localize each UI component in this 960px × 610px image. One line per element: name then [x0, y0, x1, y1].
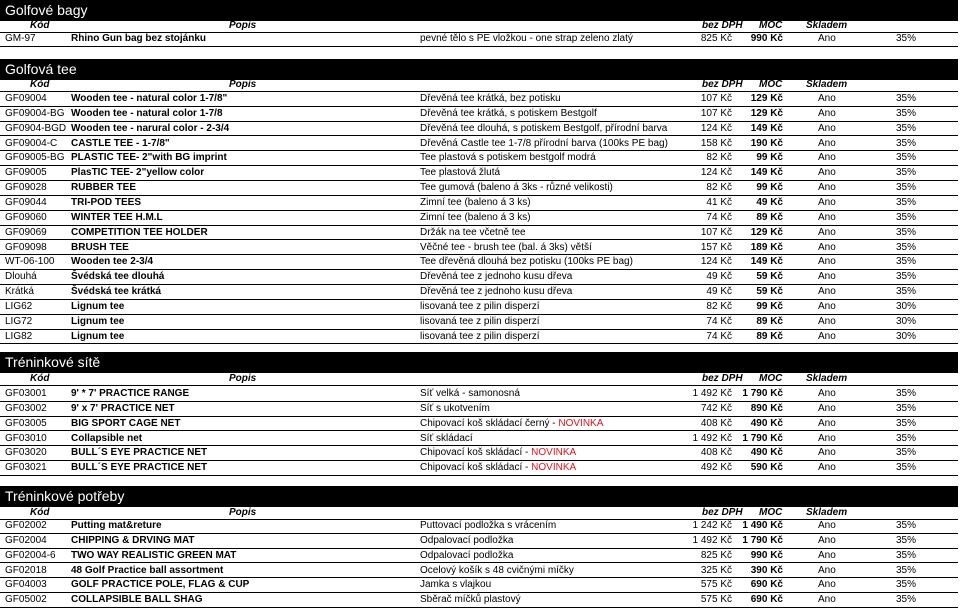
header-moc: MOC	[759, 20, 783, 31]
product-name: PLASTIC TEE- 2"with BG imprint	[71, 152, 227, 164]
discount-percent: 35%	[895, 462, 916, 474]
description-text: lisovaná tee z pilin disperzí	[420, 330, 540, 342]
header-popis: Popis	[229, 79, 257, 90]
stock-status: Ano	[818, 564, 836, 576]
table-row	[0, 225, 958, 241]
price-without-vat: 575 Kč	[700, 579, 732, 591]
product-code: GF09004-BG	[5, 107, 65, 119]
discount-percent: 35%	[895, 241, 916, 253]
retail-price: 59 Kč	[756, 286, 783, 298]
stock-status: Ano	[818, 196, 836, 208]
discount-percent: 35%	[895, 93, 916, 104]
product-name: BRUSH TEE	[71, 241, 129, 253]
stock-status: Ano	[818, 432, 836, 444]
product-code: WT-06-100	[5, 256, 55, 268]
price-without-vat: 1 492 Kč	[692, 388, 732, 399]
price-without-vat: 49 Kč	[706, 271, 732, 283]
table-row	[0, 329, 958, 345]
description-text: Síť s ukotvením	[420, 402, 490, 414]
product-name: PlasTIC TEE- 2"yellow color	[71, 167, 205, 179]
table-row	[0, 563, 958, 579]
retail-price: 59 Kč	[756, 271, 783, 283]
product-description	[420, 180, 613, 195]
price-without-vat: 158 Kč	[700, 137, 732, 149]
product-code: GF05002	[5, 594, 47, 606]
retail-price: 129 Kč	[750, 107, 783, 119]
product-name: WINTER TEE H.M.L	[71, 211, 163, 223]
table-row	[0, 136, 958, 152]
stock-status: Ano	[818, 33, 836, 44]
discount-percent: 35%	[895, 520, 916, 531]
product-code: GF02004	[5, 534, 47, 546]
discount-percent: 35%	[895, 417, 916, 429]
discount-percent: 35%	[895, 286, 916, 298]
price-without-vat: 107 Kč	[700, 107, 732, 119]
product-code: GF04003	[5, 579, 47, 591]
product-name: Lignum tee	[71, 300, 125, 312]
header-dph: bez DPH	[702, 20, 743, 31]
description-text: Chipovací koš skládací černý -	[420, 417, 559, 429]
stock-status: Ano	[818, 241, 836, 253]
table-row	[0, 210, 958, 226]
price-without-vat: 41 Kč	[706, 196, 732, 208]
retail-price: 490 Kč	[750, 417, 783, 429]
retail-price: 99 Kč	[756, 300, 783, 312]
description-text: Sběrač míčků plastový	[420, 594, 521, 606]
novinka-label: NOVINKA	[531, 447, 577, 459]
stock-status: Ano	[818, 107, 836, 119]
product-name: COMPETITION TEE HOLDER	[71, 226, 208, 238]
product-name: RUBBER TEE	[71, 182, 137, 194]
product-name: BULL´S EYE PRACTICE NET	[71, 462, 208, 474]
price-without-vat: 825 Kč	[700, 549, 732, 561]
table-row	[0, 431, 958, 447]
section-title: Golfové bagy	[0, 0, 958, 21]
discount-percent: 35%	[895, 564, 916, 576]
table-row	[0, 121, 958, 137]
product-description	[420, 225, 526, 240]
stock-status: Ano	[818, 520, 836, 531]
product-code: Dlouhá	[5, 271, 37, 283]
description-text: Síť velká - samonosná	[420, 388, 520, 399]
table-row	[0, 533, 958, 549]
product-code: GF09004-C	[5, 137, 58, 149]
product-description	[420, 150, 596, 165]
discount-percent: 35%	[895, 182, 916, 194]
discount-percent: 35%	[895, 549, 916, 561]
header-sklad: Skladem	[806, 79, 848, 90]
product-description	[420, 31, 633, 46]
product-name: CASTLE TEE - 1-7/8"	[71, 137, 170, 149]
price-without-vat: 124 Kč	[700, 122, 732, 134]
stock-status: Ano	[818, 271, 836, 283]
product-description	[420, 416, 603, 431]
product-code: GF09060	[5, 211, 47, 223]
description-text: Věčné tee - brush tee (bal. á 3ks) větší	[420, 241, 592, 253]
table-row	[0, 284, 958, 300]
table-row	[0, 195, 958, 211]
retail-price: 690 Kč	[750, 594, 783, 606]
discount-percent: 35%	[895, 256, 916, 268]
retail-price: 1 490 Kč	[742, 520, 783, 531]
product-description	[420, 314, 540, 329]
product-code: GF03005	[5, 417, 47, 429]
stock-status: Ano	[818, 152, 836, 164]
product-name: Collapsible net	[71, 432, 143, 444]
product-description	[420, 121, 667, 136]
product-code: LIG82	[5, 330, 33, 342]
discount-percent: 30%	[895, 300, 916, 312]
column-header	[0, 373, 958, 386]
price-without-vat: 82 Kč	[706, 182, 732, 194]
table-row	[0, 180, 958, 196]
product-description	[420, 386, 520, 401]
stock-status: Ano	[818, 579, 836, 591]
description-text: pevné tělo s PE vložkou - one strap zeleno zlatý	[420, 33, 633, 44]
product-name: Wooden tee 2-3/4	[71, 256, 154, 268]
retail-price: 89 Kč	[756, 315, 783, 327]
header-sklad: Skladem	[806, 20, 848, 31]
product-name: 9' * 7' PRACTICE RANGE	[71, 388, 190, 399]
retail-price: 89 Kč	[756, 211, 783, 223]
table-row	[0, 314, 958, 330]
retail-price: 149 Kč	[750, 122, 783, 134]
product-description	[420, 284, 572, 299]
stock-status: Ano	[818, 315, 836, 327]
table-row	[0, 416, 958, 432]
price-without-vat: 575 Kč	[700, 594, 732, 606]
product-code: GM-97	[5, 33, 36, 44]
product-description	[420, 106, 597, 121]
section-title: Tréninkové sítě	[0, 352, 958, 373]
retail-price: 590 Kč	[750, 462, 783, 474]
description-text: Zimní tee (baleno á 3 ks)	[420, 196, 531, 208]
price-without-vat: 74 Kč	[706, 211, 732, 223]
price-without-vat: 1 492 Kč	[692, 432, 732, 444]
discount-percent: 35%	[895, 594, 916, 606]
product-name: BIG SPORT CAGE NET	[71, 417, 181, 429]
description-text: Ocelový košík s 48 cvičnými míčky	[420, 564, 574, 576]
discount-percent: 35%	[895, 579, 916, 591]
table-row	[0, 445, 958, 461]
product-description	[420, 254, 633, 269]
description-text: Tee gumová (baleno á 3ks - různé velikosti)	[420, 182, 613, 194]
product-code: GF02002	[5, 520, 47, 531]
stock-status: Ano	[818, 226, 836, 238]
description-text: Odpalovací podložka	[420, 534, 514, 546]
product-code: LIG72	[5, 315, 33, 327]
header-popis: Popis	[229, 507, 257, 518]
product-code: GF03021	[5, 462, 47, 474]
product-name: COLLAPSIBLE BALL SHAG	[71, 594, 203, 606]
product-description	[420, 269, 572, 284]
discount-percent: 35%	[895, 388, 916, 399]
retail-price: 49 Kč	[756, 196, 783, 208]
header-popis: Popis	[229, 373, 257, 384]
novinka-label: NOVINKA	[558, 417, 604, 429]
product-code: GF03020	[5, 447, 47, 459]
stock-status: Ano	[818, 93, 836, 104]
retail-price: 390 Kč	[750, 564, 783, 576]
discount-percent: 30%	[895, 330, 916, 342]
product-code: Krátká	[5, 286, 34, 298]
product-description	[420, 91, 561, 106]
price-without-vat: 82 Kč	[706, 300, 732, 312]
table-row	[0, 299, 958, 315]
product-description	[420, 401, 490, 416]
discount-percent: 35%	[895, 447, 916, 459]
table-row	[0, 401, 958, 417]
header-moc: MOC	[759, 507, 783, 518]
product-code: LIG62	[5, 300, 33, 312]
retail-price: 890 Kč	[750, 402, 783, 414]
retail-price: 1 790 Kč	[742, 388, 783, 399]
description-text: Dřevěná tee krátká, s potiskem Bestgolf	[420, 107, 597, 119]
table-row	[0, 460, 958, 476]
product-description	[420, 240, 592, 255]
discount-percent: 35%	[895, 167, 916, 179]
description-text: Držák na tee včetně tee	[420, 226, 526, 238]
discount-percent: 35%	[895, 122, 916, 134]
price-without-vat: 1 242 Kč	[692, 520, 732, 531]
description-text: Tee plastová s potiskem bestgolf modrá	[420, 152, 596, 164]
product-name: Wooden tee - natural color 1-7/8	[71, 107, 223, 119]
description-text: Dřevěná tee z jednoho kusu dřeva	[420, 286, 573, 298]
retail-price: 690 Kč	[750, 579, 783, 591]
description-text: Síť skládací	[420, 432, 473, 444]
table-row	[0, 386, 958, 402]
discount-percent: 35%	[895, 196, 916, 208]
stock-status: Ano	[818, 182, 836, 194]
product-code: GF03002	[5, 402, 47, 414]
header-kod: Kód	[30, 79, 50, 90]
retail-price: 149 Kč	[750, 256, 783, 268]
table-row	[0, 269, 958, 285]
table-row	[0, 165, 958, 181]
table-row	[0, 91, 958, 107]
product-code: GF03001	[5, 388, 47, 399]
description-text: lisovaná tee z pilin disperzí	[420, 315, 540, 327]
price-without-vat: 74 Kč	[706, 315, 732, 327]
retail-price: 990 Kč	[750, 549, 783, 561]
discount-percent: 30%	[895, 315, 916, 327]
product-code: GF09004	[5, 93, 47, 104]
product-description	[420, 533, 513, 548]
product-name: Wooden tee - narural color - 2-3/4	[71, 122, 230, 134]
stock-status: Ano	[818, 447, 836, 459]
table-row	[0, 592, 958, 608]
price-without-vat: 49 Kč	[706, 286, 732, 298]
description-text: Zimní tee (baleno á 3 ks)	[420, 211, 531, 223]
retail-price: 129 Kč	[750, 226, 783, 238]
price-without-vat: 1 492 Kč	[692, 534, 732, 546]
retail-price: 490 Kč	[750, 447, 783, 459]
discount-percent: 35%	[895, 33, 916, 44]
product-code: GF03010	[5, 432, 47, 444]
table-row	[0, 106, 958, 122]
product-description	[420, 210, 531, 225]
product-name: Lignum tee	[71, 330, 125, 342]
section-title: Golfová tee	[0, 59, 958, 80]
product-description	[420, 299, 540, 314]
product-code: GF09098	[5, 241, 47, 253]
product-description	[420, 329, 540, 344]
discount-percent: 35%	[895, 271, 916, 283]
product-description	[420, 195, 531, 210]
stock-status: Ano	[818, 534, 836, 546]
product-name: 48 Golf Practice ball assortment	[71, 564, 224, 576]
discount-percent: 35%	[895, 402, 916, 414]
product-code: GF09005	[5, 167, 47, 179]
price-without-vat: 408 Kč	[700, 417, 732, 429]
discount-percent: 35%	[895, 152, 916, 164]
retail-price: 1 790 Kč	[742, 534, 783, 546]
product-description	[420, 136, 668, 151]
product-name: TRI-POD TEES	[71, 196, 142, 208]
stock-status: Ano	[818, 300, 836, 312]
product-description	[420, 445, 576, 460]
retail-price: 129 Kč	[750, 93, 783, 104]
product-code: GF09028	[5, 182, 47, 194]
retail-price: 149 Kč	[750, 167, 783, 179]
description-text: Chipovací koš skládací -	[420, 447, 532, 459]
product-description	[420, 577, 491, 592]
product-description	[420, 460, 576, 475]
product-name: 9' x 7' PRACTICE NET	[71, 402, 175, 414]
stock-status: Ano	[818, 286, 836, 298]
retail-price: 99 Kč	[756, 152, 783, 164]
table-row	[0, 31, 958, 47]
price-without-vat: 492 Kč	[700, 462, 732, 474]
price-without-vat: 107 Kč	[700, 93, 732, 104]
header-dph: bez DPH	[702, 79, 743, 90]
product-name: Lignum tee	[71, 315, 125, 327]
stock-status: Ano	[818, 256, 836, 268]
header-kod: Kód	[30, 373, 50, 384]
discount-percent: 35%	[895, 534, 916, 546]
product-description	[420, 431, 473, 446]
stock-status: Ano	[818, 417, 836, 429]
product-name: GOLF PRACTICE POLE, FLAG & CUP	[71, 579, 250, 591]
stock-status: Ano	[818, 594, 836, 606]
table-row	[0, 518, 958, 534]
stock-status: Ano	[818, 122, 836, 134]
product-description	[420, 518, 556, 533]
header-dph: bez DPH	[702, 507, 743, 518]
price-without-vat: 124 Kč	[700, 167, 732, 179]
price-without-vat: 107 Kč	[700, 226, 732, 238]
product-name: Wooden tee - natural color 1-7/8"	[71, 93, 228, 104]
table-row	[0, 577, 958, 593]
stock-status: Ano	[818, 549, 836, 561]
header-kod: Kód	[30, 507, 50, 518]
price-without-vat: 408 Kč	[700, 447, 732, 459]
table-row	[0, 254, 958, 270]
description-text: Dřevěná tee dlouhá, s potiskem Bestgolf, přírodní barva	[420, 122, 668, 134]
stock-status: Ano	[818, 402, 836, 414]
description-text: Dřevěná Castle tee 1-7/8 přírodní barva (100ks PE bag)	[420, 137, 668, 149]
discount-percent: 35%	[895, 226, 916, 238]
product-description	[420, 563, 574, 578]
product-code: GF09005-BG	[5, 152, 65, 164]
discount-percent: 35%	[895, 137, 916, 149]
retail-price: 1 790 Kč	[742, 432, 783, 444]
description-text: Odpalovací podložka	[420, 549, 514, 561]
product-name: TWO WAY REALISTIC GREEN MAT	[71, 549, 237, 561]
price-without-vat: 157 Kč	[700, 241, 732, 253]
retail-price: 990 Kč	[750, 33, 783, 44]
stock-status: Ano	[818, 462, 836, 474]
header-dph: bez DPH	[702, 373, 743, 384]
table-row	[0, 240, 958, 256]
header-moc: MOC	[759, 79, 783, 90]
product-code: GF0904-BGD	[5, 122, 67, 134]
price-without-vat: 74 Kč	[706, 330, 732, 342]
product-description	[420, 548, 513, 563]
section-title: Tréninkové potřeby	[0, 486, 958, 507]
discount-percent: 35%	[895, 107, 916, 119]
product-name: Švédská tee dlouhá	[71, 271, 165, 283]
product-code: GF09069	[5, 226, 47, 238]
product-name: Putting mat&reture	[71, 520, 162, 531]
discount-percent: 35%	[895, 432, 916, 444]
stock-status: Ano	[818, 211, 836, 223]
product-name: Rhino Gun bag bez stojánku	[71, 33, 206, 44]
price-without-vat: 742 Kč	[700, 402, 732, 414]
description-text: lisovaná tee z pilin disperzí	[420, 300, 540, 312]
price-without-vat: 825 Kč	[700, 33, 732, 44]
table-row	[0, 548, 958, 564]
header-sklad: Skladem	[806, 507, 848, 518]
table-row	[0, 150, 958, 166]
header-moc: MOC	[759, 373, 783, 384]
product-code: GF02018	[5, 564, 47, 576]
product-name: CHIPPING & DRVING MAT	[71, 534, 195, 546]
header-kod: Kód	[30, 20, 50, 31]
retail-price: 189 Kč	[750, 241, 783, 253]
discount-percent: 35%	[895, 211, 916, 223]
description-text: Chipovací koš skládací -	[420, 462, 532, 474]
novinka-label: NOVINKA	[531, 462, 577, 474]
description-text: Tee dřevěná dlouhá bez potisku (100ks PE bag)	[420, 256, 633, 268]
price-without-vat: 124 Kč	[700, 256, 732, 268]
retail-price: 190 Kč	[750, 137, 783, 149]
product-code: GF09044	[5, 196, 47, 208]
stock-status: Ano	[818, 388, 836, 399]
product-code: GF02004-6	[5, 549, 56, 561]
stock-status: Ano	[818, 330, 836, 342]
product-description	[420, 165, 500, 180]
description-text: Dřevěná tee krátká, bez potisku	[420, 93, 561, 104]
stock-status: Ano	[818, 167, 836, 179]
stock-status: Ano	[818, 137, 836, 149]
header-popis: Popis	[229, 20, 257, 31]
retail-price: 89 Kč	[756, 330, 783, 342]
description-text: Jamka s vlajkou	[420, 579, 492, 591]
product-description	[420, 592, 521, 607]
price-without-vat: 82 Kč	[706, 152, 732, 164]
product-name: Švédská tee krátká	[71, 286, 162, 298]
price-without-vat: 325 Kč	[700, 564, 732, 576]
description-text: Dřevěná tee z jednoho kusu dřeva	[420, 271, 573, 283]
header-sklad: Skladem	[806, 373, 848, 384]
product-name: BULL´S EYE PRACTICE NET	[71, 447, 208, 459]
description-text: Tee plastová žlutá	[420, 167, 501, 179]
retail-price: 99 Kč	[756, 182, 783, 194]
description-text: Puttovací podložka s vrácením	[420, 520, 557, 531]
